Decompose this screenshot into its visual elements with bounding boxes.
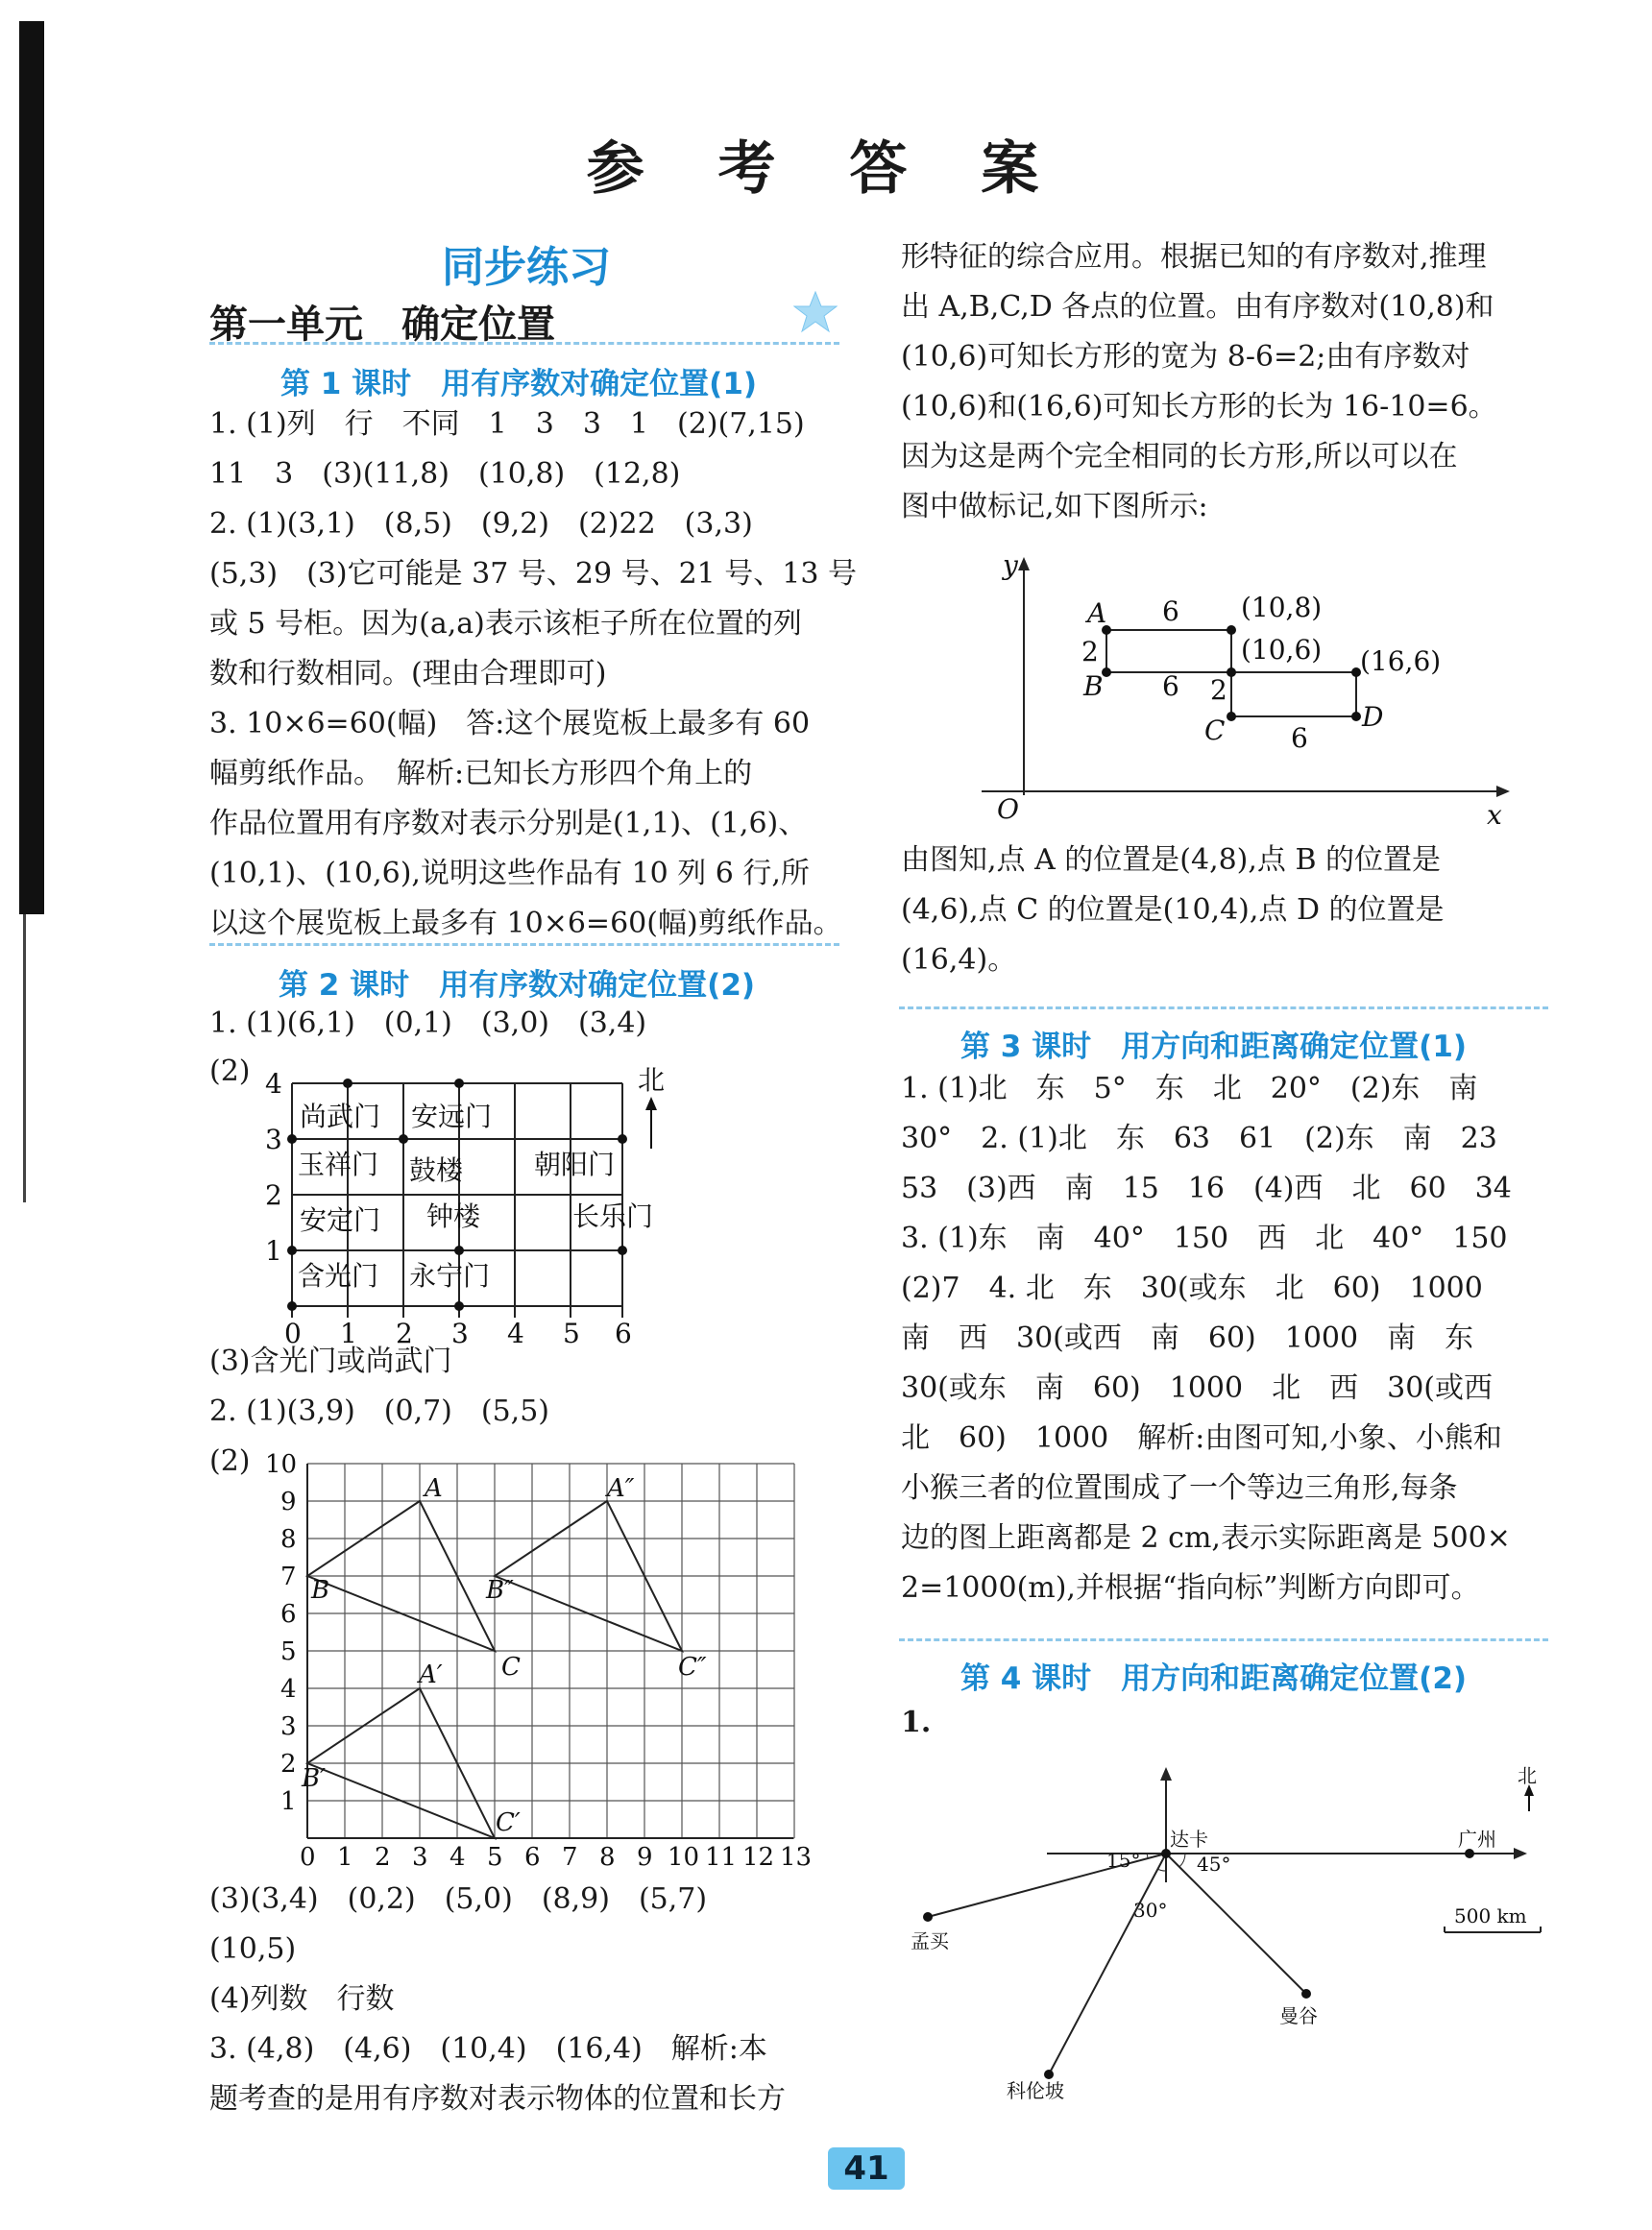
- lesson2-q2: 2. (1)(3,9) (0,7) (5,5): [209, 1394, 550, 1428]
- x-tick: 7: [562, 1843, 578, 1869]
- scale-label: 500 km: [1454, 1904, 1527, 1927]
- y-tick: 7: [280, 1563, 297, 1591]
- text-line: (10,6)可知长方形的宽为 8-6=2;由有序数对: [901, 340, 1470, 374]
- y-tick: 10: [265, 1450, 298, 1479]
- text-line: 图中做标记,如下图所示:: [901, 490, 1208, 523]
- divider: [899, 1006, 1548, 1009]
- y-tick: 9: [280, 1488, 297, 1516]
- x-tick: 1: [337, 1843, 353, 1869]
- grid-label: 玉祥门: [298, 1149, 379, 1180]
- text-line: (4,6),点 C 的位置是(10,4),点 D 的位置是: [901, 893, 1445, 927]
- dimension-label: 2: [1081, 636, 1099, 667]
- x-tick: 10: [668, 1843, 700, 1869]
- x-tick: 9: [637, 1843, 653, 1869]
- text-line: 53 (3)西 南 15 16 (4)西 北 60 34: [901, 1172, 1512, 1205]
- x-tick: 12: [742, 1843, 775, 1869]
- grid-label: 安定门: [300, 1204, 381, 1236]
- city-label: 曼谷: [1279, 2004, 1318, 2027]
- grid-label: 尚武门: [300, 1101, 381, 1132]
- text-line: 30° 2. (1)北 东 63 61 (2)东 南 23: [901, 1122, 1497, 1155]
- grid-x-tick: 0: [284, 1318, 302, 1345]
- text-line: 1. (1)北 东 5° 东 北 20° (2)东 南: [901, 1072, 1478, 1105]
- point-label: B′: [302, 1764, 327, 1793]
- grid-x-tick: 5: [563, 1318, 580, 1345]
- star-icon: [793, 290, 838, 334]
- text-line: 由图知,点 A 的位置是(4,8),点 B 的位置是: [901, 843, 1442, 877]
- lesson1-title: 第 1 课时 用有序数对确定位置(1): [280, 367, 758, 401]
- text-line: 因为这是两个完全相同的长方形,所以可以在: [901, 440, 1458, 473]
- text-line: 以这个展览板上最多有 10×6=60(幅)剪纸作品。: [209, 907, 842, 940]
- y-tick: 5: [280, 1637, 297, 1666]
- origin: O: [997, 793, 1019, 825]
- text-line: 边的图上距离都是 2 cm,表示实际距离是 500×: [901, 1521, 1511, 1555]
- text-line: 南 西 30(或西 南 60) 1000 南 东: [901, 1321, 1474, 1355]
- text-line: (10,1)、(10,6),说明这些作品有 10 列 6 行,所: [209, 857, 810, 890]
- text-line: 2. (1)(3,1) (8,5) (9,2) (2)22 (3,3): [209, 507, 753, 541]
- grid-y-tick: 1: [265, 1235, 282, 1267]
- divider: [209, 943, 839, 946]
- point-label: A: [425, 1474, 443, 1503]
- text-line: 或 5 号柜。因为(a,a)表示该柜子所在位置的列: [209, 607, 802, 641]
- angle-label: 45°: [1197, 1853, 1231, 1876]
- axis-y: y: [1003, 551, 1018, 581]
- lesson2-title: 第 2 课时 用有序数对确定位置(2): [279, 968, 756, 1003]
- grid-label: 朝阳门: [534, 1149, 616, 1180]
- coord-label: (10,6): [1241, 634, 1323, 666]
- angle-label: 30°: [1133, 1899, 1168, 1922]
- x-tick: 2: [375, 1843, 391, 1869]
- x-tick: 4: [449, 1843, 466, 1869]
- lesson4-title: 第 4 课时 用方向和距离确定位置(2): [960, 1661, 1468, 1696]
- text-line: 2=1000(m),并根据“指向标”判断方向即可。: [901, 1571, 1480, 1605]
- north-arrow-icon: [645, 1097, 657, 1149]
- x-tick: 3: [412, 1843, 428, 1869]
- text-line: (4)列数 行数: [209, 1982, 395, 2016]
- grid-x-tick: 3: [451, 1318, 469, 1345]
- text-line: (3)(3,4) (0,2) (5,0) (8,9) (5,7): [209, 1882, 708, 1916]
- x-tick: 11: [705, 1843, 738, 1869]
- triangle-grid-figure: [259, 1446, 816, 1869]
- rectangle-coordinate-figure: [970, 551, 1518, 830]
- dimension-label: 2: [1210, 674, 1227, 706]
- angle-label: 15°: [1106, 1849, 1141, 1872]
- city-label: 科伦坡: [1007, 2079, 1064, 2102]
- x-tick: 8: [599, 1843, 616, 1869]
- point-label: A′: [419, 1660, 443, 1689]
- grid-x-tick: 6: [615, 1318, 632, 1345]
- map-north: 北: [1518, 1764, 1537, 1787]
- y-tick: 2: [280, 1750, 297, 1779]
- dimension-label: 6: [1291, 722, 1308, 754]
- text-line: 幅剪纸作品。 解析:已知长方形四个角上的: [209, 757, 753, 790]
- binding-spine-line: [23, 914, 26, 1202]
- city-label: 广州: [1458, 1828, 1496, 1851]
- point-label: C″: [678, 1653, 707, 1682]
- axis-x: x: [1487, 799, 1502, 830]
- text-line: 1. (1)列 行 不同 1 3 3 1 (2)(7,15): [209, 407, 805, 441]
- grid-x-tick: 4: [507, 1318, 524, 1345]
- grid-label: 永宁门: [409, 1260, 491, 1292]
- point-c: C: [1204, 715, 1226, 746]
- text-line: 3. 10×6=60(幅) 答:这个展览板上最多有 60: [209, 707, 811, 740]
- north-arrow-icon: [1524, 1784, 1534, 1811]
- grid-label: 含光门: [298, 1260, 379, 1292]
- grid-y-tick: 4: [265, 1068, 282, 1100]
- text-line: (10,6)和(16,6)可知长方形的长为 16-10=6。: [901, 390, 1497, 424]
- city-label: 达卡: [1170, 1828, 1208, 1851]
- lesson2-q1-2-label: (2): [209, 1054, 251, 1088]
- text-line: 题考查的是用有序数对表示物体的位置和长方: [209, 2082, 786, 2116]
- x-tick: 0: [300, 1843, 316, 1869]
- lesson2-q1-3: (3)含光门或尚武门: [209, 1345, 452, 1378]
- text-line: (16,4)。: [901, 943, 1017, 977]
- lesson3-title: 第 3 课时 用方向和距离确定位置(1): [960, 1030, 1468, 1064]
- text-line: (2)7 4. 北 东 30(或东 北 60) 1000: [901, 1272, 1483, 1305]
- point-d: D: [1362, 701, 1384, 733]
- grid-label: 钟楼: [426, 1200, 481, 1232]
- text-line: 出 A,B,C,D 各点的位置。由有序数对(10,8)和: [901, 290, 1494, 324]
- text-line: 11 3 (3)(11,8) (10,8) (12,8): [209, 457, 681, 491]
- text-line: 作品位置用有序数对表示分别是(1,1)、(1,6)、: [209, 807, 808, 840]
- y-tick: 4: [280, 1675, 297, 1704]
- x-tick: 5: [487, 1843, 503, 1869]
- page-title: 参 考 答 案: [586, 135, 1066, 203]
- coord-label: (16,6): [1360, 645, 1442, 677]
- x-tick: 6: [524, 1843, 541, 1869]
- unit-title: 第一单元 确定位置: [209, 303, 555, 347]
- grid-x-tick: 2: [396, 1318, 413, 1345]
- page-number: 41: [828, 2147, 905, 2190]
- coord-label: (10,8): [1241, 592, 1323, 623]
- city-grid-figure: [250, 1056, 692, 1345]
- x-tick: 13: [780, 1843, 813, 1869]
- direction-map-figure: [903, 1757, 1556, 2113]
- grid-label: 长乐门: [572, 1200, 654, 1232]
- text-line: 形特征的综合应用。根据已知的有序数对,推理: [901, 240, 1487, 274]
- lesson2-q1: 1. (1)(6,1) (0,1) (3,0) (3,4): [209, 1006, 647, 1040]
- lesson2-q2-2-label: (2): [209, 1444, 251, 1478]
- grid-x-tick: 1: [340, 1318, 357, 1345]
- north-label: 北: [638, 1064, 666, 1096]
- point-label: B″: [486, 1576, 514, 1605]
- point-label: B: [311, 1576, 330, 1605]
- text-line: 3. (1)东 南 40° 150 西 北 40° 150: [901, 1222, 1508, 1255]
- y-tick: 6: [280, 1600, 297, 1629]
- text-line: (10,5): [209, 1932, 297, 1966]
- lesson4-item: 1.: [901, 1706, 932, 1739]
- text-line: 小猴三者的位置围成了一个等边三角形,每条: [901, 1471, 1458, 1505]
- section-heading: 同步练习: [442, 243, 611, 292]
- text-line: 3. (4,8) (4,6) (10,4) (16,4) 解析:本: [209, 2032, 767, 2066]
- point-label: C′: [496, 1808, 521, 1837]
- city-label: 孟买: [911, 1929, 949, 1952]
- y-tick: 1: [280, 1787, 297, 1816]
- point-label: A″: [607, 1474, 635, 1503]
- dimension-label: 6: [1162, 595, 1179, 627]
- grid-y-tick: 3: [265, 1124, 282, 1155]
- point-label: C: [501, 1653, 521, 1682]
- point-a: A: [1087, 597, 1107, 629]
- text-line: 北 60) 1000 解析:由图可知,小象、小熊和: [901, 1421, 1502, 1455]
- grid-label: 鼓楼: [409, 1154, 464, 1186]
- grid-y-tick: 2: [265, 1179, 282, 1211]
- dimension-label: 6: [1162, 670, 1179, 702]
- divider: [899, 1638, 1548, 1641]
- grid-label: 安远门: [411, 1101, 493, 1132]
- divider: [209, 342, 839, 345]
- text-line: (5,3) (3)它可能是 37 号、29 号、21 号、13 号: [209, 557, 857, 591]
- text-line: 数和行数相同。(理由合理即可): [209, 657, 607, 691]
- text-line: 30(或东 南 60) 1000 北 西 30(或西: [901, 1371, 1493, 1405]
- point-b: B: [1083, 670, 1104, 702]
- y-tick: 8: [280, 1525, 297, 1554]
- y-tick: 3: [280, 1712, 297, 1741]
